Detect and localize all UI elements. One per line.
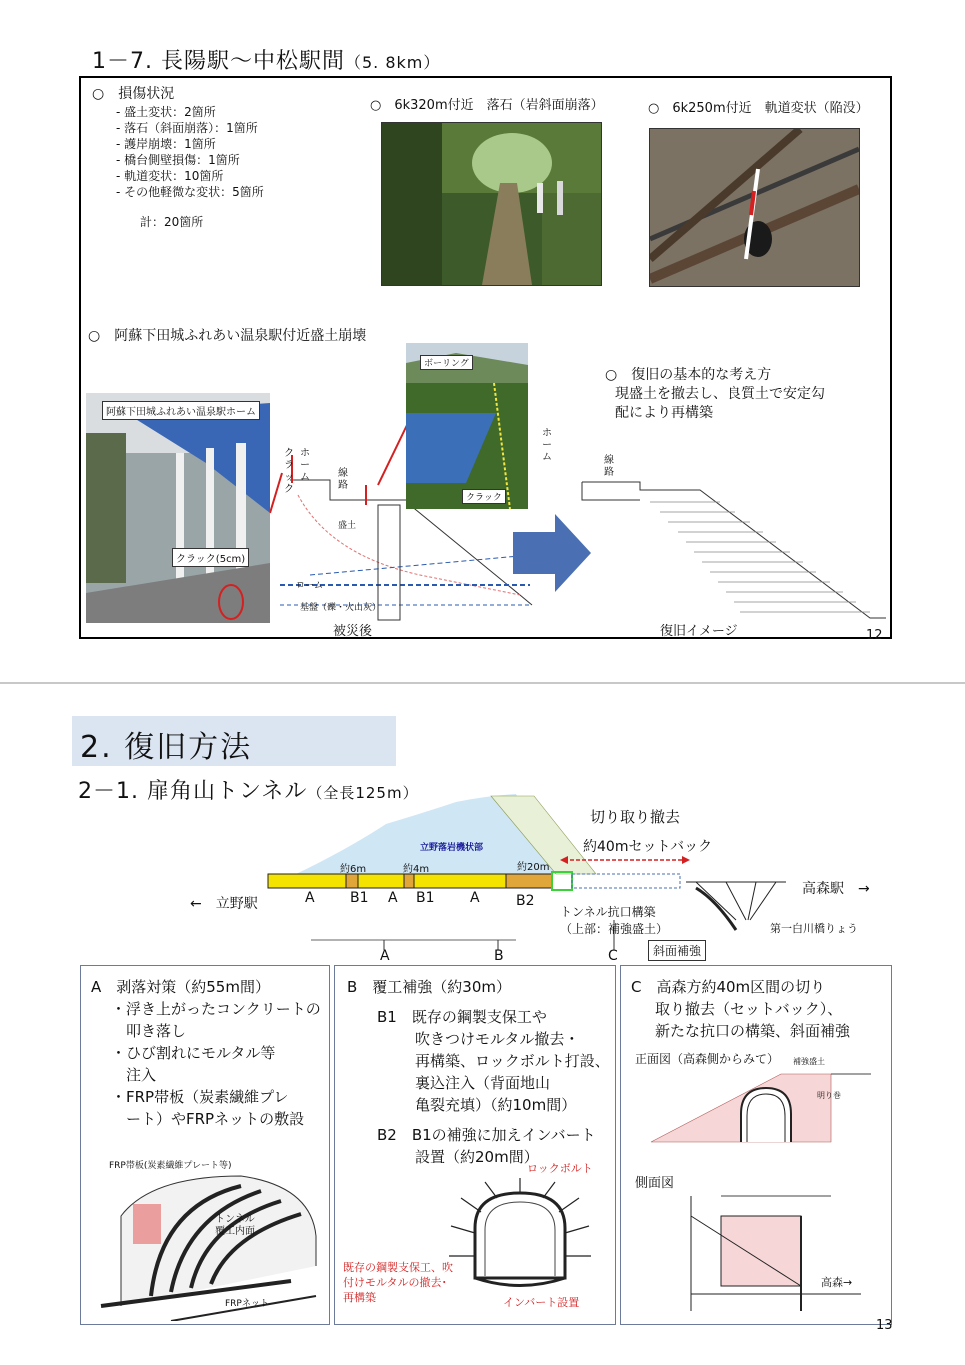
platform-image xyxy=(86,393,270,623)
invert-label: インバート設置 xyxy=(503,1296,580,1309)
slide1-title xyxy=(92,44,440,75)
list-item: - 軌道変状：10箇所 xyxy=(116,168,264,184)
text-line: 取り撤去（セットバック）、 xyxy=(655,1000,843,1018)
box-a-text xyxy=(111,998,321,1130)
box-c xyxy=(620,965,892,1325)
text-line: 叩き落し xyxy=(111,1022,187,1040)
existing-support-label: 既存の鋼製支保工、吹付けモルタルの撤去･再構築 xyxy=(343,1261,453,1304)
list-item: - 落石（斜面崩落）：1箇所 xyxy=(116,120,264,136)
title-sub: （全長125m） xyxy=(307,784,419,802)
damage-total: 計：20箇所 xyxy=(140,215,204,229)
page-number-13: 13 xyxy=(876,1318,893,1333)
section-heading xyxy=(72,716,396,766)
group-c: C xyxy=(608,948,618,964)
loam-label: ローム xyxy=(296,581,324,591)
len-6m: 約6m xyxy=(340,864,367,875)
text-line: ・ひび割れにモルタル等 xyxy=(111,1044,276,1062)
takamori-station: 高森駅 → xyxy=(802,881,870,897)
text-line: 注入 xyxy=(111,1066,157,1084)
tateno-station: ← 立野駅 xyxy=(190,896,258,912)
text-line: 新たな抗口の構築、斜面補強 xyxy=(655,1022,851,1040)
home-vertical-restored: ホーム xyxy=(542,428,552,463)
portal-label xyxy=(560,904,668,938)
tunnel-lining-diagram xyxy=(91,1156,321,1321)
list-item: - 盛土変状：2箇所 xyxy=(116,104,264,120)
home-vertical: ホーム xyxy=(300,448,310,483)
box-b-title: B 覆工補強（約30m） xyxy=(347,978,511,996)
text-line: ・FRP帯板（炭素繊維プレ xyxy=(111,1088,289,1106)
tunnel-section-diagram xyxy=(435,1178,605,1298)
frp-board-label: FRP帯板(炭素繊維プレート等) xyxy=(109,1161,232,1171)
segment-a: A xyxy=(470,890,480,906)
side-view-label: 側面図 xyxy=(635,1176,675,1191)
text-line: 裏込注入（背面地山 xyxy=(415,1074,551,1092)
depression-photo xyxy=(649,128,860,287)
cut-label: 切り取り撤去 xyxy=(590,808,681,826)
setback-label: 約40mセットバック xyxy=(583,839,713,855)
fill-small-label: 補強盛土 xyxy=(793,1057,825,1066)
box-b1-title: B1 既存の鋼製支保工や xyxy=(377,1008,547,1026)
section-title: 2. 復旧方法 xyxy=(80,730,253,765)
text-line: ・浮き上がったコンクリートの xyxy=(111,1000,321,1018)
slope-label: 斜面補強 xyxy=(648,940,706,961)
rockbolt-label: ロックボルト xyxy=(527,1162,593,1175)
segment-b2: B2 xyxy=(516,893,535,909)
bridge-label: 第一白川橋りょう xyxy=(770,922,858,935)
box-b xyxy=(334,965,616,1325)
box-a xyxy=(80,965,330,1325)
text-line: 再構築、ロックボルト打設、 xyxy=(415,1052,610,1070)
crack-photo-label: クラック xyxy=(462,489,506,504)
restore-image-caption: 復旧イメージ xyxy=(660,624,738,639)
list-item: - 橋台側壁損傷：1箇所 xyxy=(116,152,264,168)
track-vertical-restored: 線路 xyxy=(604,455,614,478)
text-line: 吹きつけモルタル撤去・ xyxy=(415,1030,580,1048)
segment-b1: B1 xyxy=(350,890,369,906)
front-view-label: 正面図（高森側からみて） xyxy=(635,1052,780,1066)
photo2-caption: ○ 6k250m付近 軌道変状（陥没） xyxy=(648,101,869,116)
text-line: ート）やFRPネットの敷設 xyxy=(111,1110,305,1128)
after-disaster-caption: 被災後 xyxy=(333,624,373,639)
fill-label: 盛土 xyxy=(338,521,357,531)
title-sub: （5. 8km） xyxy=(344,53,441,72)
rock-label: 立野落岩機状部 xyxy=(420,843,484,853)
len-4m: 約4m xyxy=(403,864,430,875)
damage-list xyxy=(92,104,264,200)
policy-text: 現盛土を撤去し、良質土で安定勾配により再構築 xyxy=(615,386,825,421)
side-view-diagram xyxy=(681,1186,871,1316)
list-item: - 護岸崩壊：1箇所 xyxy=(116,136,264,152)
box-c-text xyxy=(655,998,850,1042)
box-b1-text xyxy=(415,1028,610,1116)
damage-status xyxy=(92,86,264,230)
base-label: 基盤（礫・火山灰） xyxy=(300,603,382,613)
segment-a: A xyxy=(305,890,315,906)
boring-photo xyxy=(406,343,528,509)
restore-policy xyxy=(605,366,835,423)
lining-inner-label: トンネル覆工内面 xyxy=(215,1214,255,1237)
box-b2-text: 設置（約20m間） xyxy=(415,1148,539,1166)
platform-label: 阿蘇下田城ふれあい温泉駅ホーム xyxy=(102,401,260,420)
segment-b1: B1 xyxy=(416,890,435,906)
rockfall-photo xyxy=(381,122,602,286)
list-item: - その他軽微な変状：5箇所 xyxy=(116,184,264,200)
len-20m: 約20m xyxy=(517,862,550,873)
front-view-diagram xyxy=(641,1064,881,1154)
platform-photo xyxy=(86,393,270,649)
group-a: A xyxy=(380,948,390,964)
group-b: B xyxy=(494,948,504,964)
box-a-title: A 剥落対策（約55m間） xyxy=(91,978,270,996)
box-c-title: C 高森方約40m区間の切り xyxy=(631,978,826,996)
track-vertical: 線路 xyxy=(338,468,348,491)
crack-vertical: クラック xyxy=(284,448,294,495)
segment-a: A xyxy=(388,890,398,906)
text-line: 亀裂充填）（約10m間） xyxy=(415,1096,577,1114)
portal-sub: （上部：補強盛土） xyxy=(560,922,669,936)
page-number-12: 12 xyxy=(866,628,883,643)
damage-heading: ○ 損傷状況 xyxy=(92,86,175,102)
box-b2-title: B2 B1の補強に加えインバート xyxy=(377,1126,596,1144)
lining-label: 明り巻 xyxy=(817,1091,841,1100)
title-main: 1－7. 長陽駅～中松駅間 xyxy=(92,49,345,74)
boring-label: ボーリング xyxy=(420,355,473,370)
policy-heading: ○ 復旧の基本的な考え方 xyxy=(605,367,772,383)
takamori-arrow-label: 高森→ xyxy=(821,1276,853,1289)
embankment-heading: ○ 阿蘇下田城ふれあい温泉駅付近盛土崩壊 xyxy=(88,328,367,344)
crack-label: クラック(5cm) xyxy=(172,548,249,567)
title-main: 2－1. 扉角山トンネル xyxy=(78,779,308,804)
page-divider xyxy=(0,682,965,684)
frp-net-label: FRPネット xyxy=(225,1299,269,1309)
portal-title: トンネル抗口構築 xyxy=(560,905,656,919)
photo1-caption: ○ 6k320m付近 落石（岩斜面崩落） xyxy=(370,98,604,113)
